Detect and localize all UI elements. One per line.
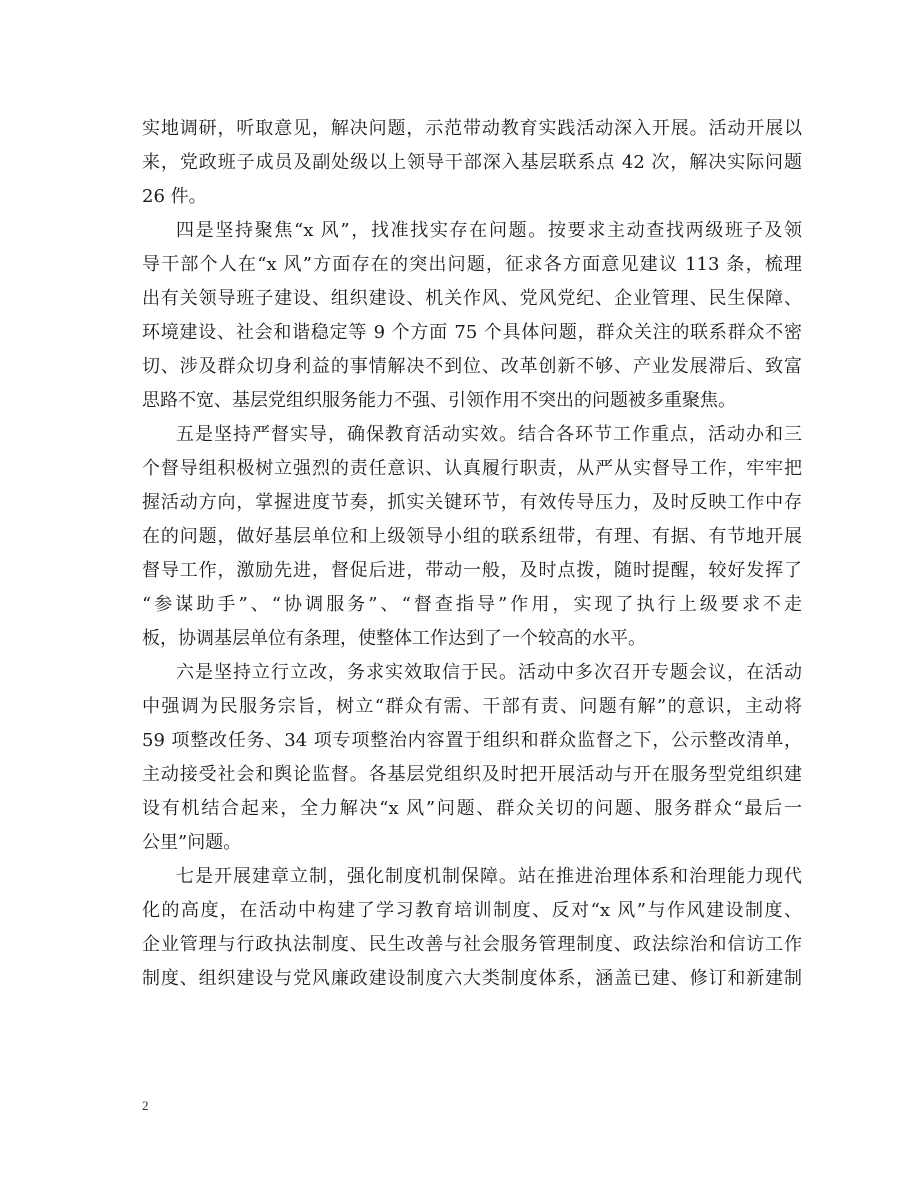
text-line: 六是坚持立行立改，务求实效取信于民。活动中多次召开专题会议，在活动 xyxy=(176,662,802,683)
text-line: 导干部个人在“x 风”方面存在的突出问题，征求各方面意见建议 113 条，梳理 xyxy=(142,254,802,275)
text-line: 握活动方向，掌握进度节奏，抓实关键环节，有效传导压力，及时反映工作中存 xyxy=(142,492,802,513)
text-line: 主动接受社会和舆论监督。各基层党组织及时把开展活动与开在服务型党组织建 xyxy=(142,764,802,785)
text-line: 59 项整改任务、34 项专项整治内容置于组织和群众监督之下，公示整改清单， xyxy=(142,730,802,751)
text-line: 制度、组织建设与党风廉政建设制度六大类制度体系，涵盖已建、修订和新建制 xyxy=(142,968,802,989)
text-line: 个督导组积极树立强烈的责任意识、认真履行职责，从严从实督导工作，牢牢把 xyxy=(142,458,802,479)
text-line: 出有关领导班子建设、组织建设、机关作风、党风党纪、企业管理、民生保障、 xyxy=(142,288,802,309)
text-line: 四是坚持聚焦“x 风”，找准找实存在问题。按要求主动查找两级班子及领 xyxy=(176,220,802,241)
text-line: 督导工作，激励先进，督促后进，带动一般，及时点拨，随时提醒，较好发挥了 xyxy=(142,560,802,581)
text-line: 来，党政班子成员及副处级以上领导干部深入基层联系点 42 次，解决实际问题 xyxy=(142,152,802,173)
text-line: 板，协调基层单位有条理，使整体工作达到了一个较高的水平。 xyxy=(142,628,646,649)
text-line: 公里”问题。 xyxy=(142,832,242,853)
text-line: 实地调研，听取意见，解决问题，示范带动教育实践活动深入开展。活动开展以 xyxy=(142,118,802,139)
text-line: 五是坚持严督实导，确保教育活动实效。结合各环节工作重点，活动办和三 xyxy=(176,424,802,445)
text-line: 中强调为民服务宗旨，树立“群众有需、干部有责、问题有解”的意识，主动将 xyxy=(142,696,802,717)
text-line: 在的问题，做好基层单位和上级领导小组的联系纽带，有理、有据、有节地开展 xyxy=(142,526,802,547)
text-line: 思路不宽、基层党组织服务能力不强、引领作用不突出的问题被多重聚焦。 xyxy=(142,390,736,411)
text-line: 化的高度，在活动中构建了学习教育培训制度、反对“x 风”与作风建设制度、 xyxy=(142,900,802,921)
text-line: 26 件。 xyxy=(142,186,207,207)
document-body xyxy=(142,112,802,996)
text-line: “参谋助手”、“协调服务”、“督查指导”作用，实现了执行上级要求不走 xyxy=(142,594,802,615)
text-line: 企业管理与行政执法制度、民生改善与社会服务管理制度、政法综治和信访工作 xyxy=(142,934,802,955)
text-line: 设有机结合起来，全力解决“x 风”问题、群众关切的问题、服务群众“最后一 xyxy=(142,798,802,819)
text-line: 七是开展建章立制，强化制度机制保障。站在推进治理体系和治理能力现代 xyxy=(176,866,802,887)
text-line: 切、涉及群众切身利益的事情解决不到位、改革创新不够、产业发展滞后、致富 xyxy=(142,356,802,377)
text-line: 环境建设、社会和谐稳定等 9 个方面 75 个具体问题，群众关注的联系群众不密 xyxy=(142,322,802,343)
page-number: 2 xyxy=(142,1098,149,1113)
